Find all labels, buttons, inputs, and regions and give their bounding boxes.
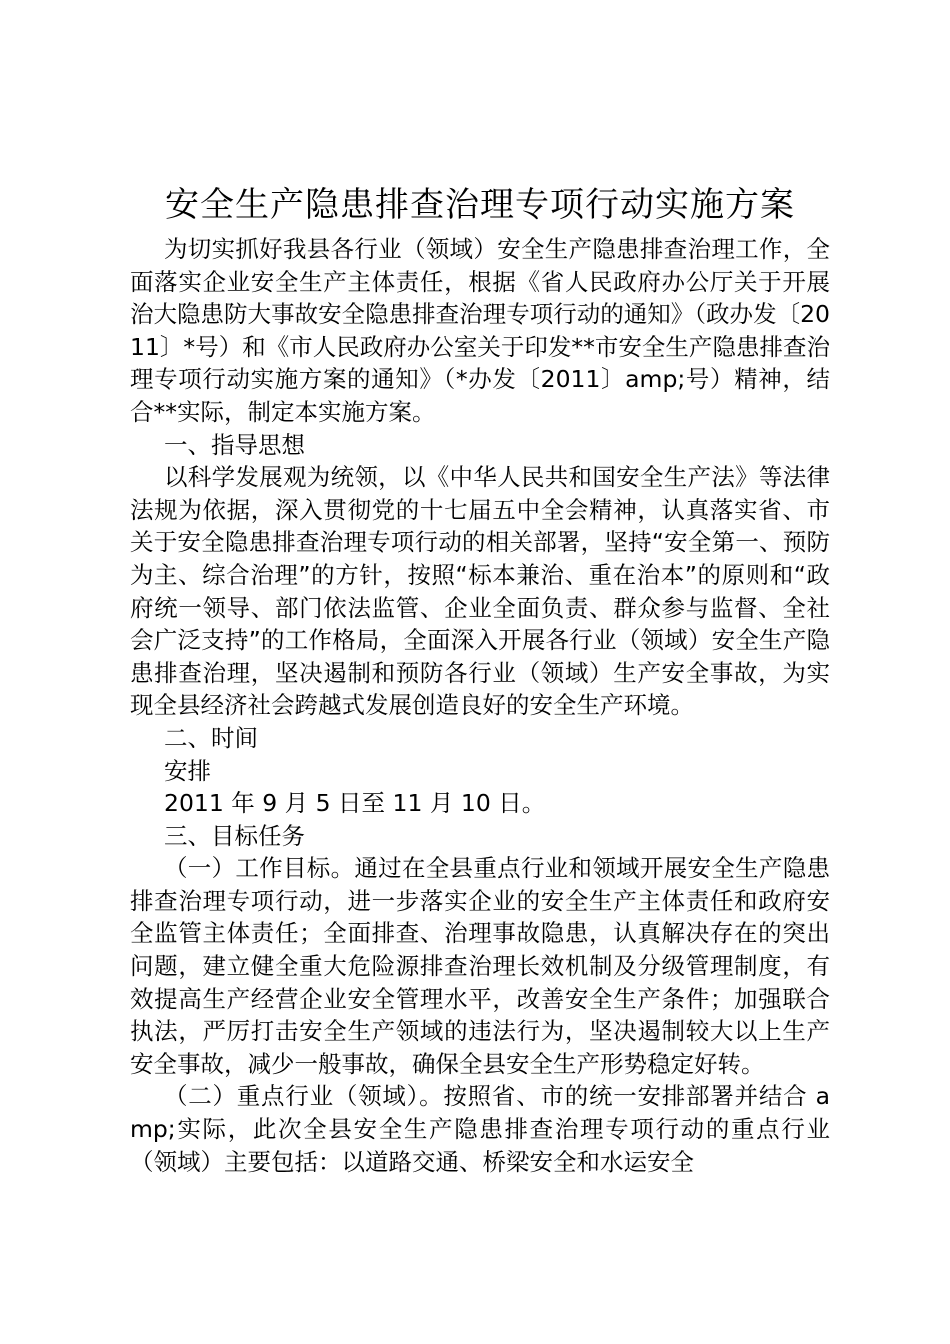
time-subheading: 安排: [164, 756, 211, 785]
document-title: 安全生产隐患排查治理专项行动实施方案: [165, 185, 795, 225]
work-goals-paragraph: （一）工作目标。通过在全县重点行业和领域开展安全生产隐患排查治理专项行动，进一步落实企业的安全生产主体责任和政府安全监管主体责任；全面排查、治理事故隐患，认真解决存在的突出问题，建立健全重大危险源排查治理长效机制及分级管理制度，有效提高生产经营企业安全管理水平，改善安全生产条件；加强联合执法，严厉打击安全生产领域的违法行为，坚决遏制较大以上生产安全事故，减少一般事故，确保全县安全生产形势稳定好转。: [130, 854, 830, 1078]
section-heading-time: 二、时间: [164, 723, 258, 752]
key-industries-paragraph: （二）重点行业（领域）。按照省、市的统一安排部署并结合 amp;实际，此次全县安全生产隐患排查治理专项行动的重点行业（领域）主要包括：以道路交通、桥梁安全和水运安全: [130, 1082, 830, 1176]
time-range-text: 2011 年 9 月 5 日至 11 月 10 日。: [164, 789, 546, 818]
section-heading-guiding-ideology: 一、指导思想: [164, 430, 305, 459]
document-page: [130, 183, 830, 1178]
section-heading-goals: 三、目标任务: [164, 821, 305, 850]
guiding-ideology-paragraph: 以科学发展观为统领，以《中华人民共和国安全生产法》等法律法规为依据，深入贯彻党的十七届五中全会精神，认真落实省、市关于安全隐患排查治理专项行动的相关部署，坚持“安全第一、预防为主、综合治理”的方针，按照“标本兼治、重在治本”的原则和“政府统一领导、部门依法监管、企业全面负责、群众参与监督、全社会广泛支持”的工作格局，全面深入开展各行业（领域）安全生产隐患排查治理，坚决遏制和预防各行业（领域）生产安全事故，为实现全县经济社会跨越式发展创造良好的安全生产环境。: [130, 463, 830, 720]
intro-paragraph: 为切实抓好我县各行业（领域）安全生产隐患排查治理工作，全面落实企业安全生产主体责任，根据《省人民政府办公厅关于开展治大隐患防大事故安全隐患排查治理专项行动的通知》（政办发〔2011〕*号）和《市人民政府办公室关于印发**市安全生产隐患排查治理专项行动实施方案的通知》（*办发〔2011〕amp;号）精神，结合**实际，制定本实施方案。: [130, 235, 830, 426]
